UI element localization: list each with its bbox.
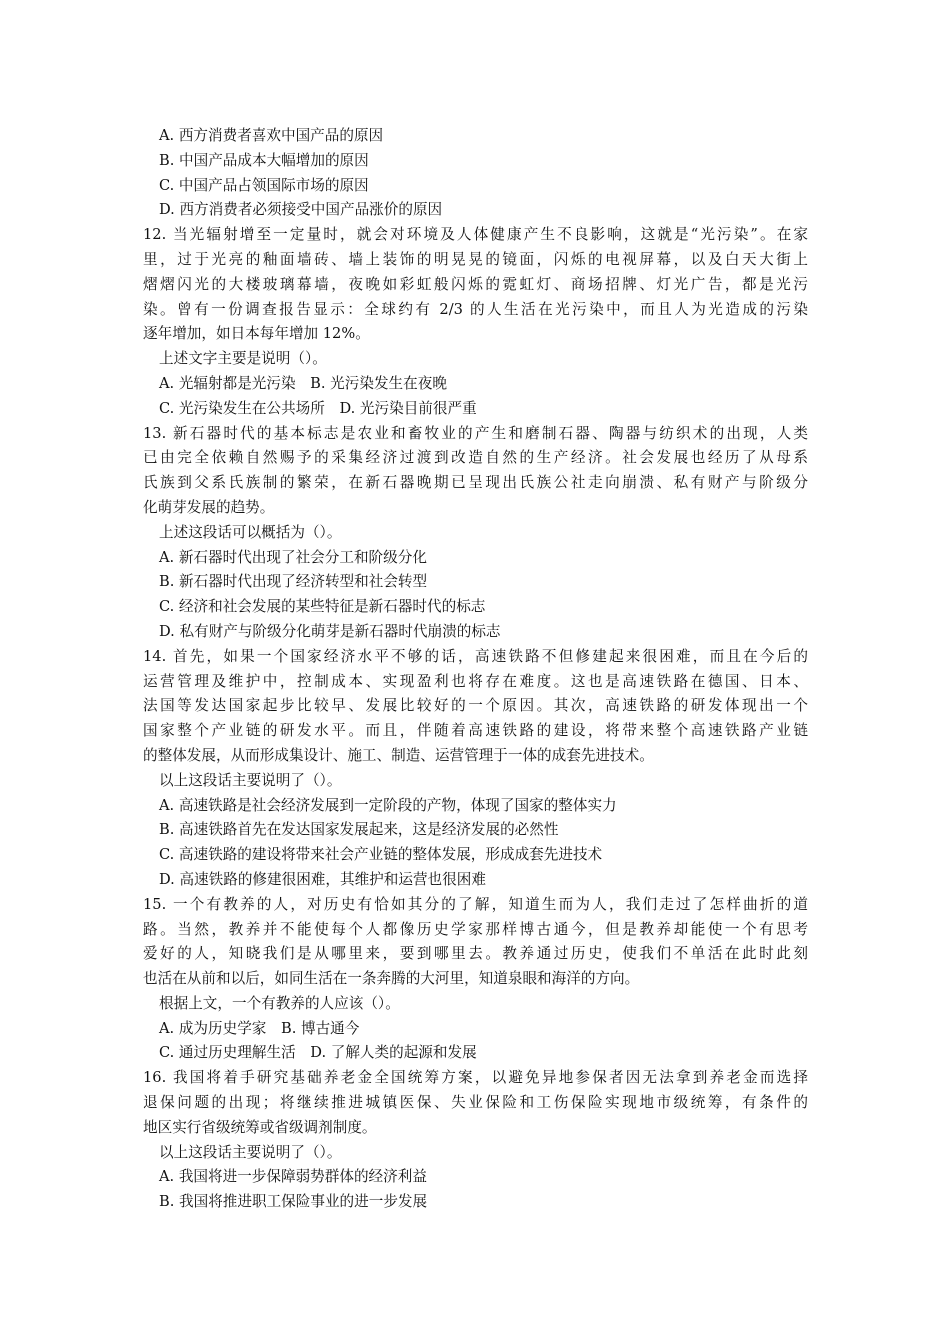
q13-text-line: 13. 新石器时代的基本标志是农业和畜牧业的产生和磨制石器、陶器与纺织术的出现，人类 bbox=[143, 424, 808, 442]
q15-text-line: 也活在从前和以后，如同生活在一条奔腾的大河里，知道泉眼和海洋的方向。 bbox=[143, 970, 640, 988]
q11-option-c: C. 中国产品占领国际市场的原因 bbox=[159, 176, 369, 194]
q12-options-cd: C. 光污染发生在公共场所 D. 光污染目前很严重 bbox=[159, 399, 477, 417]
q11-options bbox=[143, 124, 808, 223]
q13-option-c: C. 经济和社会发展的某些特征是新石器时代的标志 bbox=[159, 598, 486, 616]
q13-option-d: D. 私有财产与阶级分化萌芽是新石器时代崩溃的标志 bbox=[159, 622, 501, 640]
question-13 bbox=[143, 422, 808, 645]
q13-text-line: 化萌芽发展的趋势。 bbox=[143, 498, 275, 516]
q15-options-cd: C. 通过历史理解生活 D. 了解人类的起源和发展 bbox=[159, 1044, 477, 1062]
q14-option-d: D. 高速铁路的修建很困难，其维护和运营也很困难 bbox=[159, 870, 486, 888]
q13-text-line: 氏族到父系氏族制的繁荣，在新石器晚期已呈现出氏族公社走向崩溃、私有财产与阶级分 bbox=[143, 474, 808, 492]
q16-text-line: 16. 我国将着手研究基础养老金全国统筹方案，以避免异地参保者因无法拿到养老金而选择 bbox=[143, 1069, 808, 1087]
q14-text-line: 法国等发达国家起步比较早、发展比较好的一个原因。其次，高速铁路的研发体现出一个 bbox=[143, 697, 808, 715]
q12-prompt: 上述文字主要是说明（）。 bbox=[159, 350, 327, 368]
q12-text-line: 染。曾有一份调查报告显示：全球约有 2/3 的人生活在光污染中，而且人为光造成的污染 bbox=[143, 300, 808, 318]
q15-text-line: 路。当然，教养并不能使每个人都像历史学家那样博古通今，但是教养却能使一个有思考 bbox=[143, 920, 808, 938]
q14-option-b: B. 高速铁路首先在发达国家发展起来，这是经济发展的必然性 bbox=[159, 821, 559, 839]
q14-prompt: 以上这段话主要说明了（）。 bbox=[159, 771, 342, 789]
q13-option-a: A. 新石器时代出现了社会分工和阶级分化 bbox=[159, 548, 427, 566]
q16-option-a: A. 我国将进一步保障弱势群体的经济利益 bbox=[159, 1168, 427, 1186]
q11-option-a: A. 西方消费者喜欢中国产品的原因 bbox=[159, 127, 384, 144]
q13-text-line: 已由完全依赖自然赐予的采集经济过渡到改造自然的生产经济。社会发展也经历了从母系 bbox=[143, 449, 808, 467]
q14-option-c: C. 高速铁路的建设将带来社会产业链的整体发展，形成成套先进技术 bbox=[159, 846, 603, 864]
q12-text-line: 里，过于光亮的釉面墙砖、墙上装饰的明晃晃的镜面，闪烁的电视屏幕，以及白天大街上 bbox=[143, 250, 808, 268]
q12-text-line: 逐年增加，如日本每年增加 12%。 bbox=[143, 325, 370, 343]
document-page bbox=[143, 124, 808, 1215]
q14-text-line: 14. 首先，如果一个国家经济水平不够的话，高速铁路不但修建起来很困难，而且在今后的 bbox=[143, 647, 808, 665]
q12-options-ab: A. 光辐射都是光污染 B. 光污染发生在夜晚 bbox=[159, 374, 447, 392]
q12-text-line: 12. 当光辐射增至一定量时，就会对环境及人体健康产生不良影响，这就是“光污染”。在家 bbox=[143, 226, 808, 244]
q13-option-b: B. 新石器时代出现了经济转型和社会转型 bbox=[159, 573, 428, 591]
q14-text-line: 国家整个产业链的研发水平。而且，伴随着高速铁路的建设，将带来整个高速铁路产业链 bbox=[143, 722, 808, 740]
question-15 bbox=[143, 893, 808, 1067]
q11-option-b: B. 中国产品成本大幅增加的原因 bbox=[159, 151, 369, 169]
q16-option-b: B. 我国将推进职工保险事业的进一步发展 bbox=[159, 1193, 428, 1211]
q14-option-a: A. 高速铁路是社会经济发展到一定阶段的产物，体现了国家的整体实力 bbox=[159, 796, 617, 814]
question-14 bbox=[143, 645, 808, 893]
q14-text-line: 的整体发展，从而形成集设计、施工、制造、运营管理于一体的成套先进技术。 bbox=[143, 746, 654, 764]
q15-prompt: 根据上文，一个有教养的人应该（）。 bbox=[159, 994, 400, 1012]
q12-text-line: 熠熠闪光的大楼玻璃幕墙，夜晚如彩虹般闪烁的霓虹灯、商场招牌、灯光广告，都是光污 bbox=[143, 275, 808, 293]
question-12 bbox=[143, 223, 808, 421]
q15-options-ab: A. 成为历史学家 B. 博古通今 bbox=[159, 1019, 360, 1037]
q15-text-line: 15. 一个有教养的人，对历史有恰如其分的了解，知道生而为人，我们走过了怎样曲折的道 bbox=[143, 895, 808, 913]
question-16 bbox=[143, 1066, 808, 1215]
q16-text-line: 地区实行省级统筹或省级调剂制度。 bbox=[143, 1118, 377, 1136]
q16-text-line: 退保问题的出现；将继续推进城镇医保、失业保险和工伤保险实现地市级统筹，有条件的 bbox=[143, 1094, 808, 1112]
q14-text-line: 运营管理及维护中，控制成本、实现盈利也将存在难度。这也是高速铁路在德国、日本、 bbox=[143, 672, 808, 690]
q11-option-d: D. 西方消费者必须接受中国产品涨价的原因 bbox=[159, 201, 443, 219]
q15-text-line: 爱好的人，知晓我们是从哪里来，要到哪里去。教养通过历史，使我们不单活在此时此刻 bbox=[143, 945, 808, 963]
q13-prompt: 上述这段话可以概括为（）。 bbox=[159, 523, 342, 541]
q16-prompt: 以上这段话主要说明了（）。 bbox=[159, 1143, 342, 1161]
